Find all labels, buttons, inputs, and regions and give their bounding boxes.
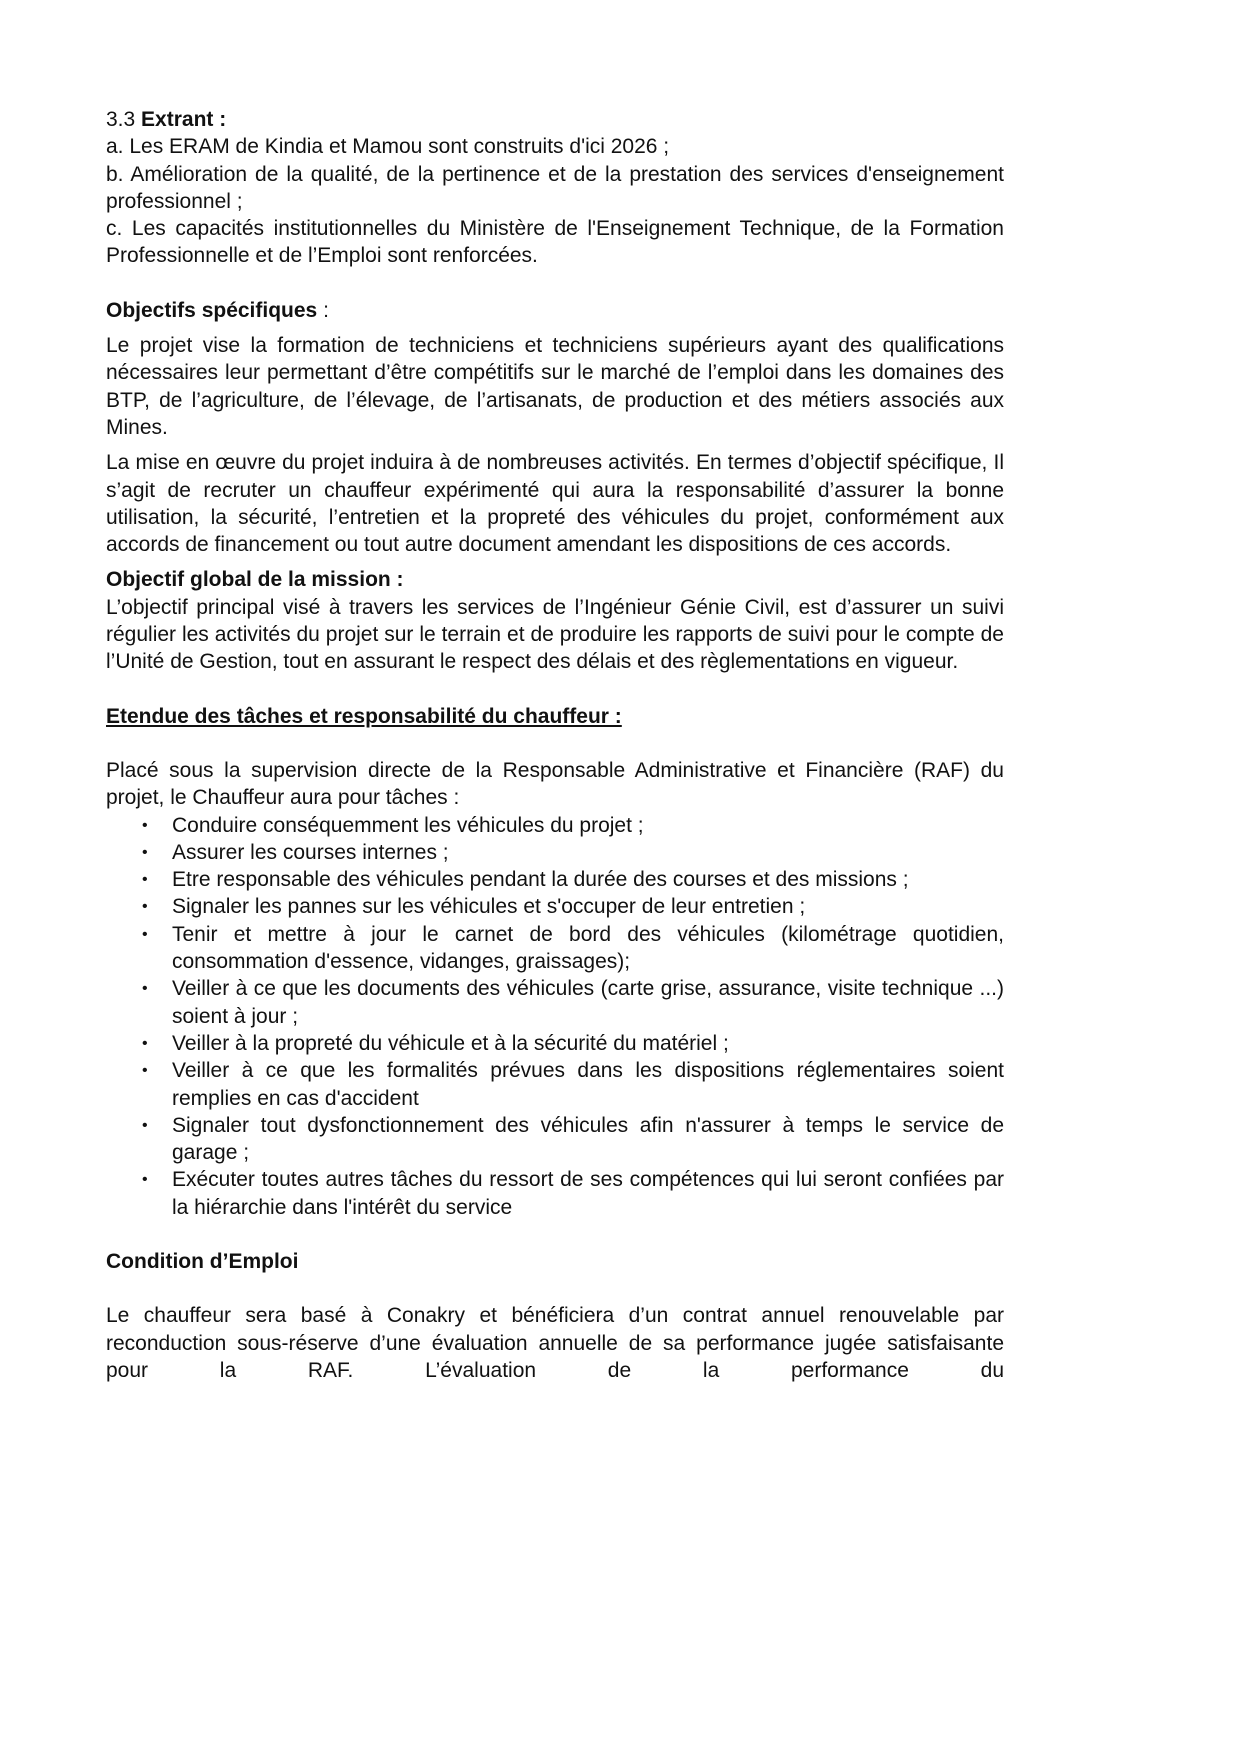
list-item: • Signaler les pannes sur les véhicules et s'occuper de leur entretien ; <box>106 893 1004 920</box>
bullet-icon: • <box>142 871 148 889</box>
extrant-section <box>106 106 1004 270</box>
etendue-section <box>106 703 1004 1221</box>
condition-emploi-heading: Condition d’Emploi <box>106 1249 299 1273</box>
section-number: 3.3 <box>106 108 136 131</box>
bullet-icon: • <box>142 843 148 861</box>
etendue-intro: Placé sous la supervision directe de la Responsable Administrative et Financière (RAF) du projet, le Chauffeur aura pour tâches : <box>106 758 1004 810</box>
bullet-icon: • <box>142 980 148 998</box>
list-item: • Veiller à ce que les documents des véhicules (carte grise, assurance, visite technique ...) soient à jour ; <box>142 977 1004 1028</box>
extrant-item-c: c. Les capacités institutionnelles du Ministère de l'Enseignement Technique, de la Formation Professionnelle et de l’Emploi sont renforcées. <box>106 217 1004 268</box>
list-item: • Tenir et mettre à jour le carnet de bord des véhicules (kilométrage quotidien, consommation d'essence, vidanges, graissages); <box>142 922 1004 974</box>
section-title: Objectifs spécifiques <box>106 298 318 322</box>
objectif-global-section <box>106 566 1004 675</box>
list-item: • Veiller à la propreté du véhicule et à la sécurité du matériel ; <box>106 1030 1004 1057</box>
bullet-icon: • <box>142 1062 148 1080</box>
objectifs-specifiques-section <box>106 297 1004 559</box>
objectifs-paragraph-1: Le projet vise la formation de techniciens et techniciens supérieurs ayant des qualifications nécessaires leur permettant d’être compétitifs sur le marché de l’emploi dans les domaines des BTP, de l’agriculture, de l’élevage, de l’artisanats, de production et des métiers associés aux Mines. <box>106 334 1004 439</box>
bullet-icon: • <box>142 925 148 943</box>
section-title: Extrant : <box>141 108 227 131</box>
task-list <box>106 812 1004 1221</box>
condition-emploi-paragraph: Le chauffeur sera basé à Conakry et bénéficiera d’un contrat annuel renouvelable par reconduction sous-réserve d’une évaluation annuelle de sa performance jugée satisfaisante pour la RAF. L’évaluation de la performance du <box>106 1304 1004 1382</box>
extrant-item-b: b. Amélioration de la qualité, de la pertinence et de la prestation des services d'enseignement professionnel ; <box>106 162 1004 213</box>
title-suffix: : <box>317 298 329 322</box>
list-item: • Exécuter toutes autres tâches du ressort de ses compétences qui lui seront confiées par la hiérarchie dans l'intérêt du service <box>142 1168 1004 1219</box>
extrant-item-a: a. Les ERAM de Kindia et Mamou sont construits d'ici 2026 ; <box>106 135 670 159</box>
objectif-global-paragraph: L’objectif principal visé à travers les services de l’Ingénieur Génie Civil, est d’assurer un suivi régulier les activités du projet sur le terrain et de produire les rapports de suivi pour le compte de l’Unité de Gestion, tout en assurant le respect des délais et des règlementations en vigueur. <box>106 595 1004 674</box>
objectifs-specifiques-heading <box>106 297 1004 324</box>
bullet-icon: • <box>142 1034 148 1052</box>
list-item: • Conduire conséquemment les véhicules du projet ; <box>106 812 1004 839</box>
list-item: • Veiller à ce que les formalités prévues dans les dispositions réglementaires soient remplies en cas d'accident <box>142 1059 1004 1110</box>
etendue-heading: Etendue des tâches et responsabilité du chauffeur : <box>106 704 622 728</box>
document-page <box>106 106 1004 1384</box>
bullet-icon: • <box>142 1171 148 1189</box>
list-item: • Etre responsable des véhicules pendant la durée des courses et des missions ; <box>106 866 1004 893</box>
extrant-heading <box>106 106 1004 133</box>
bullet-icon: • <box>142 816 148 834</box>
list-item: • Signaler tout dysfonctionnement des véhicules afin n'assurer à temps le service de garage ; <box>142 1113 1004 1165</box>
objectifs-paragraph-2: La mise en œuvre du projet induira à de nombreuses activités. En termes d’objectif spécifique, Il s’agit de recruter un chauffeur expérimenté qui aura la responsabilité d’assurer la bonne utilisation, la sécurité, l’entretien et la propreté des véhicules du projet, conformément aux accords de financement ou tout autre document amendant les dispositions de ces accords. <box>106 451 1004 557</box>
condition-emploi-section <box>106 1248 1004 1384</box>
objectif-global-heading: Objectif global de la mission : <box>106 568 404 592</box>
list-item: • Assurer les courses internes ; <box>106 839 1004 866</box>
bullet-icon: • <box>142 1116 148 1134</box>
bullet-icon: • <box>142 898 148 916</box>
